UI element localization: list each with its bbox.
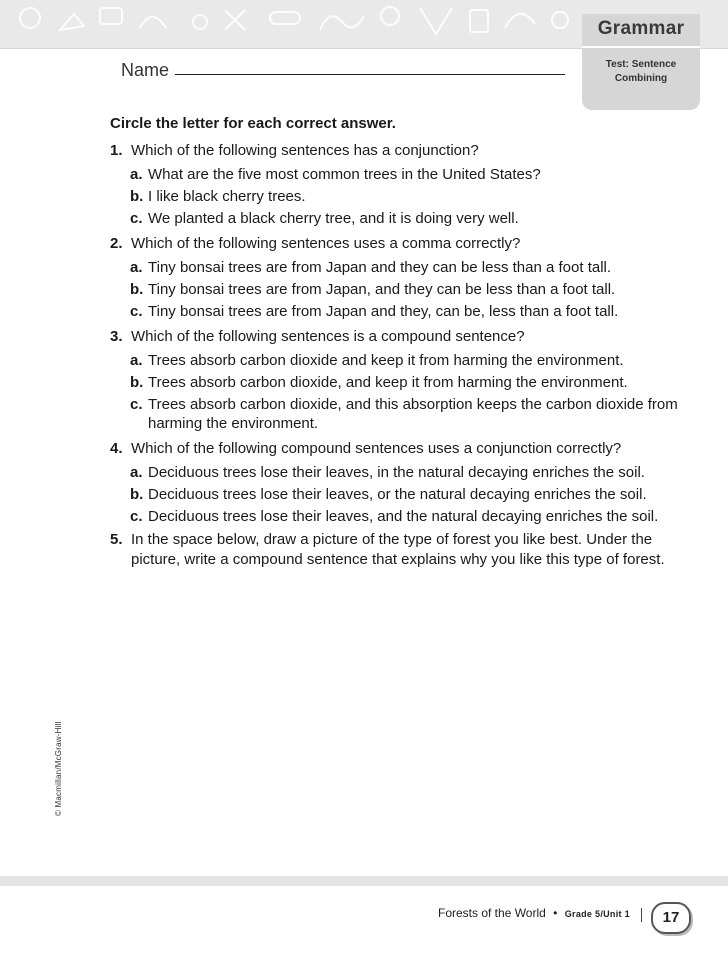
question-5 <box>110 530 690 570</box>
option-4c[interactable] <box>110 507 690 526</box>
option-text: Tiny bonsai trees are from Japan, and they can be less than a foot tall. <box>148 281 616 298</box>
option-text: Deciduous trees lose their leaves, and the natural decaying enriches the soil. <box>148 508 659 525</box>
option-letter[interactable]: c. <box>130 303 143 320</box>
question-1 <box>110 139 690 162</box>
option-letter[interactable]: b. <box>130 486 144 503</box>
test-title-line1: Test: Sentence <box>605 59 677 70</box>
option-2a[interactable] <box>110 258 690 277</box>
question-number: 4. <box>110 440 123 457</box>
option-letter[interactable]: a. <box>130 259 143 276</box>
question-text: Which of the following compound sentences uses a conjunction correctly? <box>131 440 622 457</box>
option-text: Trees absorb carbon dioxide, and this absorption keeps the carbon dioxide from harming the environment. <box>148 396 678 432</box>
question-text: In the space below, draw a picture of the type of forest you like best. Under the picture, write a compound sentence that explains why you like this type of forest. <box>131 531 665 568</box>
option-letter[interactable]: c. <box>130 508 143 525</box>
option-letter[interactable]: a. <box>130 464 143 481</box>
option-text: What are the five most common trees in the United States? <box>148 166 541 183</box>
question-text: Which of the following sentences has a conjunction? <box>131 142 479 159</box>
option-3a[interactable] <box>110 351 690 370</box>
option-letter[interactable]: b. <box>130 188 144 205</box>
option-letter[interactable]: b. <box>130 374 144 391</box>
grade-unit: Grade 5/Unit 1 <box>564 909 630 919</box>
option-2b[interactable] <box>110 280 690 299</box>
option-2c[interactable] <box>110 302 690 321</box>
option-text: Tiny bonsai trees are from Japan and they, can be, less than a foot tall. <box>148 303 619 320</box>
option-letter[interactable]: a. <box>130 352 143 369</box>
option-text: I like black cherry trees. <box>148 188 306 205</box>
option-text: Trees absorb carbon dioxide and keep it from harming the environment. <box>148 352 624 369</box>
option-4a[interactable] <box>110 463 690 482</box>
option-3b[interactable] <box>110 373 690 392</box>
drawing-area[interactable] <box>110 725 690 865</box>
option-3c[interactable] <box>110 395 690 433</box>
section-divider <box>582 46 700 48</box>
worksheet-content <box>110 112 690 570</box>
option-1c[interactable] <box>110 209 690 228</box>
option-text: Tiny bonsai trees are from Japan and they can be less than a foot tall. <box>148 259 612 276</box>
question-number: 3. <box>110 328 123 345</box>
option-letter[interactable]: b. <box>130 281 144 298</box>
section-title: Grammar <box>597 18 685 39</box>
question-number: 5. <box>110 531 123 548</box>
footer-band <box>0 876 728 886</box>
question-number: 1. <box>110 142 123 159</box>
name-label: Name <box>121 60 170 80</box>
name-field[interactable] <box>175 74 565 75</box>
test-title-line2: Combining <box>614 73 668 84</box>
question-3 <box>110 325 690 348</box>
option-1b[interactable] <box>110 187 690 206</box>
copyright: © Macmillan/McGraw-Hill <box>54 721 63 816</box>
option-letter[interactable]: c. <box>130 396 143 413</box>
question-text: Which of the following sentences uses a comma correctly? <box>131 235 521 252</box>
question-4 <box>110 437 690 460</box>
instructions: Circle the letter for each correct answer. <box>110 115 396 132</box>
question-text: Which of the following sentences is a compound sentence? <box>131 328 525 345</box>
option-letter[interactable]: a. <box>130 166 143 183</box>
question-2 <box>110 232 690 255</box>
footer-divider <box>641 908 642 922</box>
test-title <box>582 58 700 86</box>
option-1a[interactable] <box>110 165 690 184</box>
page-number: 17 <box>651 902 691 934</box>
bullet-separator: • <box>553 906 558 920</box>
option-4b[interactable] <box>110 485 690 504</box>
option-text: Deciduous trees lose their leaves, in the natural decaying enriches the soil. <box>148 464 645 481</box>
option-text: Trees absorb carbon dioxide, and keep it from harming the environment. <box>148 374 628 391</box>
book-title: Forests of the World <box>438 906 546 920</box>
option-text: Deciduous trees lose their leaves, or the natural decaying enriches the soil. <box>148 486 647 503</box>
question-number: 2. <box>110 235 123 252</box>
option-letter[interactable]: c. <box>130 210 143 227</box>
footer-info <box>438 906 630 920</box>
option-text: We planted a black cherry tree, and it is doing very well. <box>148 210 519 227</box>
